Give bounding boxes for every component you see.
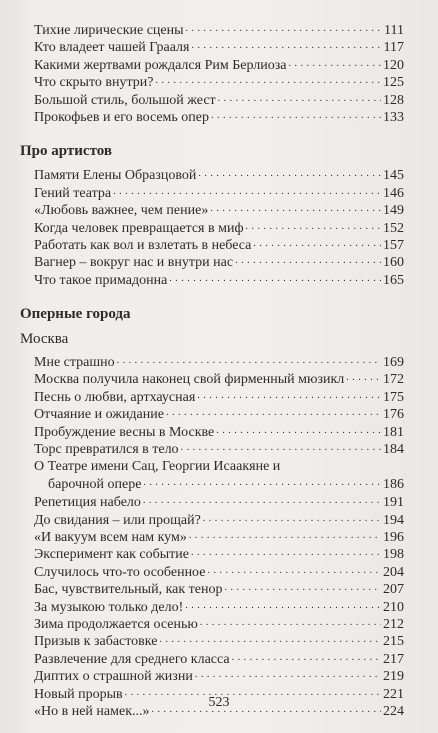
- toc-entry-page: 125: [383, 75, 404, 91]
- toc-entry-leader: [200, 613, 381, 631]
- toc-entry-title: Памяти Елены Образцовой: [34, 168, 197, 184]
- toc-entry-page: 217: [383, 651, 404, 667]
- toc-block-opera: [20, 22, 404, 126]
- toc-entry-title: Прокофьев и его восемь опер: [34, 109, 209, 125]
- toc-entry-title-line2: барочной опере: [48, 476, 142, 492]
- toc-entry-page: 181: [383, 424, 404, 440]
- toc-entry-title: Эксперимент как событие: [34, 547, 189, 563]
- toc-entry-page: 186: [383, 476, 404, 492]
- toc-entry-page: 210: [383, 599, 404, 615]
- toc-entry-page: 194: [383, 512, 404, 528]
- toc-entry-page: 176: [383, 407, 404, 423]
- toc-entry: [34, 441, 404, 458]
- toc-entry-title: Тихие лирические сцены: [34, 23, 184, 38]
- toc-entry-title: Бас, чувствительный, как тенор: [34, 582, 223, 598]
- toc-entry-title: Работать как вол и взлетать в небеса: [34, 237, 252, 253]
- toc-entry-title: Пробуждение весны в Москве: [34, 424, 215, 440]
- toc-entry-leader: [189, 526, 381, 544]
- toc-entry-title: До свидания – или прощай?: [34, 512, 201, 528]
- toc-entry-page: 165: [383, 272, 404, 288]
- toc-entry-title: Песнь о любви, артхаусная: [34, 389, 196, 405]
- toc-entry-leader: [203, 509, 381, 527]
- toc-entry-leader: [191, 36, 381, 54]
- toc-entry-title: Новый прорыв: [34, 686, 123, 702]
- toc-entry-page: 196: [383, 530, 404, 546]
- toc-entry-page: 160: [383, 255, 404, 271]
- toc-entry-page: 198: [383, 547, 404, 563]
- toc-block-artists: [20, 167, 404, 289]
- toc-entry-page: 207: [383, 582, 404, 598]
- toc-entry-title: Кто владеет чашей Грааля: [34, 40, 190, 56]
- toc-entry-leader: [186, 19, 383, 37]
- toc-entry-leader: [232, 648, 381, 666]
- toc-entry-leader: [253, 234, 381, 252]
- toc-entry-title: Репетиция набело: [34, 495, 141, 511]
- toc-entry-title: За музыкою только дело!: [34, 599, 184, 615]
- page-number: 523: [208, 695, 230, 710]
- toc-entry: [34, 272, 404, 289]
- toc-entry-page: 146: [383, 185, 404, 201]
- toc-entry-leader: [143, 491, 381, 509]
- toc-entry-title: Когда человек превращается в миф: [34, 220, 244, 236]
- toc-entry-page: 117: [383, 40, 404, 56]
- toc-block-moscow-b: [20, 494, 404, 720]
- toc-entry-title: Диптих о страшной жизни: [34, 669, 193, 685]
- toc-entry: [34, 109, 404, 126]
- toc-entry-leader: [113, 182, 381, 200]
- toc-entry-page: 224: [383, 703, 404, 719]
- toc-entry-page: 128: [383, 92, 404, 108]
- toc-entry-page: 191: [383, 495, 404, 511]
- toc-entry-title: Что скрыто внутри?: [34, 75, 154, 91]
- toc-entry-leader: [197, 386, 381, 404]
- toc-entry-title: Большой стиль, большой жест: [34, 92, 216, 108]
- toc-entry-page: 120: [383, 57, 404, 73]
- toc-entry-leader: [211, 106, 381, 124]
- toc-entry-leader: [218, 89, 381, 107]
- toc-entry-page: 175: [383, 389, 404, 405]
- toc-entry-title: Москва получила наконец свой фирменный мюзикл: [34, 372, 345, 388]
- subsection-heading-moscow: Москва: [20, 331, 69, 348]
- toc-entry-page: 157: [383, 237, 404, 253]
- toc-entry-leader: [117, 351, 381, 369]
- toc-entry-page: 133: [383, 109, 404, 125]
- toc-entry-leader: [225, 578, 382, 596]
- toc-entry-leader: [166, 403, 381, 421]
- toc-entry-title: «Любовь важнее, чем пение»: [34, 203, 209, 219]
- section-heading-artists: Про артистов: [20, 143, 112, 160]
- toc-entry-leader: [289, 54, 382, 72]
- toc-entry-leader: [143, 473, 381, 491]
- toc-entry-title: «И вакуум всем нам кум»: [34, 530, 187, 546]
- toc-entry-leader: [346, 368, 381, 386]
- toc-entry-page: 204: [383, 564, 404, 580]
- toc-entry-page: 111: [384, 23, 404, 38]
- toc-entry-leader: [195, 665, 381, 683]
- toc-entry-leader: [159, 630, 381, 648]
- toc-entry-title: Вагнер – вокруг нас и внутри нас: [34, 255, 234, 271]
- toc-entry-page: 152: [383, 220, 404, 236]
- toc-entry-title: Какими жертвами рождался Рим Берлиоза: [34, 57, 287, 73]
- toc-entry-leader: [191, 543, 381, 561]
- toc-entry-title: Призыв к забастовке: [34, 634, 158, 650]
- toc-entry-leader: [216, 421, 381, 439]
- toc-entry-leader: [181, 438, 381, 456]
- section-heading-cities: Оперные города: [20, 306, 131, 323]
- toc-entry-leader: [185, 596, 381, 614]
- toc-entry-multiline: [34, 458, 404, 494]
- toc-entry-title: Мне страшно: [34, 355, 115, 371]
- toc-entry-leader: [156, 71, 382, 89]
- toc-entry-title: Развлечение для среднего класса: [34, 651, 230, 667]
- table-of-contents: [20, 22, 404, 720]
- toc-entry-leader: [207, 561, 381, 579]
- toc-entry-leader: [210, 199, 381, 217]
- toc-entry-leader: [198, 164, 381, 182]
- toc-entry-title: Что такое примадонна: [34, 272, 168, 288]
- toc-entry-page: 215: [383, 634, 404, 650]
- toc-entry-page: 145: [383, 168, 404, 184]
- toc-block-moscow-a: [20, 354, 404, 458]
- toc-entry-page: 169: [383, 355, 404, 371]
- toc-entry-title-line1: О Театре имени Сац, Георгии Исаакяне и: [34, 459, 281, 475]
- toc-entry-title: Случилось что-то особенное: [34, 564, 206, 580]
- toc-entry-page: 149: [383, 203, 404, 219]
- toc-entry-leader: [246, 217, 381, 235]
- toc-entry-title: Отчаяние и ожидание: [34, 407, 164, 423]
- toc-entry-page: 212: [383, 616, 404, 632]
- toc-entry-page: 219: [383, 669, 404, 685]
- toc-entry-page: 221: [383, 686, 404, 702]
- toc-entry-title: Торс превратился в тело: [34, 442, 179, 458]
- toc-entry-page: 184: [383, 442, 404, 458]
- toc-entry-page: 172: [383, 372, 404, 388]
- toc-entry-title: Зима продолжается осенью: [34, 616, 198, 632]
- toc-entry-leader: [169, 269, 381, 287]
- toc-entry-leader: [235, 251, 381, 269]
- toc-entry-title: Гений театра: [34, 185, 112, 201]
- toc-entry-title: «Но в ней намек...»: [34, 703, 150, 719]
